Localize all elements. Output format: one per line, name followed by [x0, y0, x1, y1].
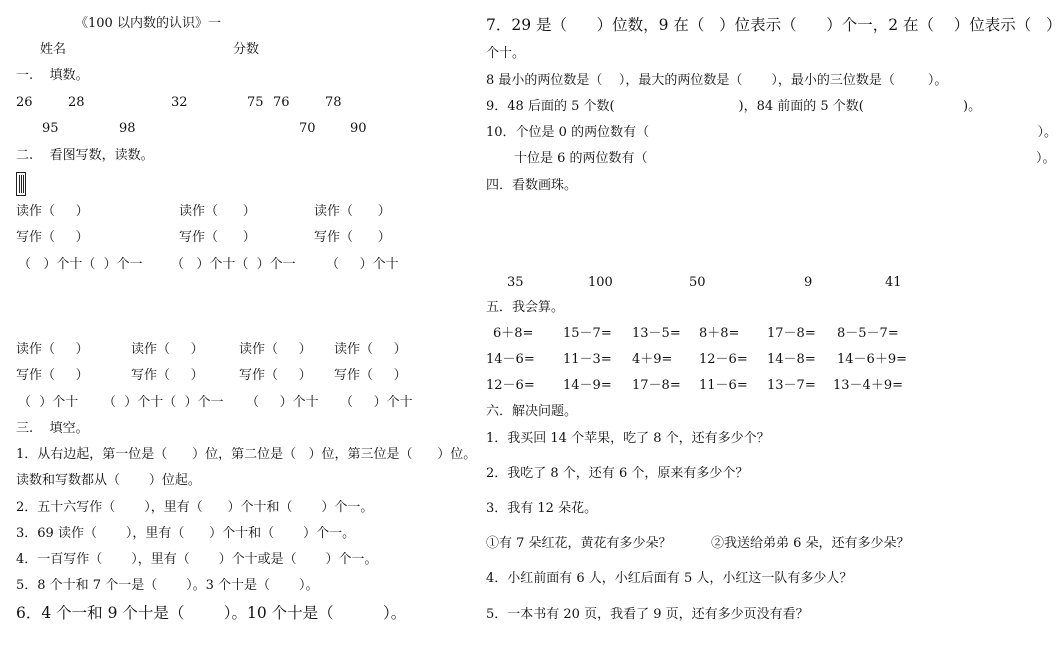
question-6: 6．4 个一和 9 个十是（ ）。10 个十是（ ）。 — [16, 604, 407, 622]
question-4: 4．一百写作（ ），里有（ ）个十或是（ ）个一。 — [16, 552, 378, 567]
number-70: 70 — [299, 121, 316, 136]
number-95: 95 — [42, 121, 59, 136]
tens-field: （ ）个十 — [340, 395, 413, 410]
bead-number: 35 — [507, 275, 524, 290]
question-1-line-2: 读数和写数都从（ ）位起。 — [16, 473, 201, 488]
calc-item: 14－6= — [486, 352, 535, 367]
question-10-line-2: 十位是 6 的两位数有（ ）。 — [514, 151, 1056, 166]
section-heading-6: 六．解决问题。 — [486, 404, 578, 419]
write-as-field: 写作（ ） — [239, 368, 312, 383]
question-8: 8 最小的两位数是（ ），最大的两位数是（ ），最小的三位数是（ ）。 — [486, 73, 948, 88]
tens-ones-field: （ ）个十（ ）个一 — [103, 395, 224, 410]
calc-item: 17－8= — [767, 326, 816, 341]
calc-item: 11－6= — [699, 378, 748, 393]
read-as-field: 读作（ ） — [314, 204, 391, 219]
bead-number: 50 — [689, 275, 706, 290]
tens-ones-field: （ ）个十（ ）个一 — [171, 257, 296, 272]
bead-number: 100 — [588, 275, 613, 290]
calc-item: 13－4＋9= — [833, 378, 903, 393]
calc-item: 14－9= — [563, 378, 612, 393]
question-3: 3．69 读作（ ），里有（ ）个十和（ ）个一。 — [16, 526, 356, 541]
problem-5: 5．一本书有 20 页，我看了 9 页，还有多少页没有看？ — [486, 607, 809, 622]
calc-item: 13－7= — [767, 378, 816, 393]
read-as-field: 读作（ ） — [334, 342, 407, 357]
number-90: 90 — [350, 121, 367, 136]
calc-item: 8＋8= — [699, 326, 740, 341]
question-7-line-1: 7．29 是（ ）位数，9 在（ ）位表示（ ）个一，2 在（ ）位表示（ ） — [486, 16, 1062, 34]
question-1-line-1: 1．从右边起，第一位是（ ）位，第二位是（ ）位，第三位是（ ）位。 — [16, 447, 477, 462]
calc-item: 15－7= — [563, 326, 612, 341]
calc-item: 6＋8= — [493, 326, 534, 341]
section-heading-1: 一. 填数。 — [16, 68, 89, 83]
number-98: 98 — [119, 121, 136, 136]
score-label: 分数 — [233, 42, 260, 57]
bead-number: 9 — [804, 275, 813, 290]
problem-1: 1．我买回 14 个苹果，吃了 8 个，还有多少个？ — [486, 431, 770, 446]
question-10-line-1: 10．个位是 0 的两位数有（ ）。 — [486, 125, 1058, 140]
write-as-field: 写作（ ） — [334, 368, 407, 383]
number-76: 76 — [273, 95, 290, 110]
name-label: 姓名 — [40, 42, 67, 57]
calc-item: 8－5－7= — [837, 326, 899, 341]
section-heading-4: 四．看数画珠。 — [486, 178, 578, 193]
tens-field: （ ）个十 — [246, 395, 319, 410]
problem-2: 2．我吃了 8 个，还有 6 个，原来有多少个？ — [486, 466, 749, 481]
question-2: 2．五十六写作（ ），里有（ ）个十和（ ）个一。 — [16, 500, 374, 515]
calc-item: 12－6= — [486, 378, 535, 393]
problem-3: 3．我有 12 朵花。 — [486, 501, 598, 516]
bead-number: 41 — [885, 275, 902, 290]
calc-item: 11－3= — [563, 352, 612, 367]
read-as-field: 读作（ ） — [239, 342, 312, 357]
problem-3b: ②我送给弟弟 6 朵，还有多少朵？ — [711, 536, 910, 551]
calc-item: 17－8= — [632, 378, 681, 393]
read-as-field: 读作（ ） — [179, 204, 256, 219]
calc-item: 12－6= — [699, 352, 748, 367]
write-as-field: 写作（ ） — [16, 230, 89, 245]
section-heading-5: 五．我会算。 — [486, 300, 565, 315]
read-as-field: 读作（ ） — [16, 342, 89, 357]
problem-3a: ①有 7 朵红花，黄花有多少朵？ — [486, 536, 672, 551]
tens-field: （ ）个十 — [18, 395, 79, 410]
number-26: 26 — [16, 95, 33, 110]
write-as-field: 写作（ ） — [179, 230, 256, 245]
problem-4: 4．小红前面有 6 人，小红后面有 5 人，小红这一队有多少人？ — [486, 571, 853, 586]
tens-ones-field: （ ）个十（ ）个一 — [18, 257, 143, 272]
write-as-field: 写作（ ） — [131, 368, 204, 383]
counting-sticks-icon — [16, 172, 26, 196]
worksheet-title: 《100 以内数的认识》一 — [75, 16, 221, 31]
question-7-line-2: 个十。 — [486, 46, 526, 61]
read-as-field: 读作（ ） — [16, 204, 89, 219]
question-9: 9．48 后面的 5 个数( )，84 前面的 5 个数( )。 — [486, 99, 982, 114]
number-78: 78 — [325, 95, 342, 110]
read-as-field: 读作（ ） — [131, 342, 204, 357]
calc-item: 14－8= — [767, 352, 816, 367]
write-as-field: 写作（ ） — [16, 368, 89, 383]
number-32: 32 — [171, 95, 188, 110]
tens-field: （ ）个十 — [326, 257, 399, 272]
write-as-field: 写作（ ） — [314, 230, 391, 245]
section-heading-3: 三. 填空。 — [16, 421, 89, 436]
calc-item: 4＋9= — [632, 352, 673, 367]
number-75: 75 — [247, 95, 264, 110]
section-heading-2: 二. 看图写数，读数。 — [16, 148, 154, 163]
question-5: 5．8 个十和 7 个一是（ ）。3 个十是（ ）。 — [16, 578, 319, 593]
calc-item: 13－5= — [632, 326, 681, 341]
number-28: 28 — [68, 95, 85, 110]
calc-item: 14－6＋9= — [837, 352, 907, 367]
